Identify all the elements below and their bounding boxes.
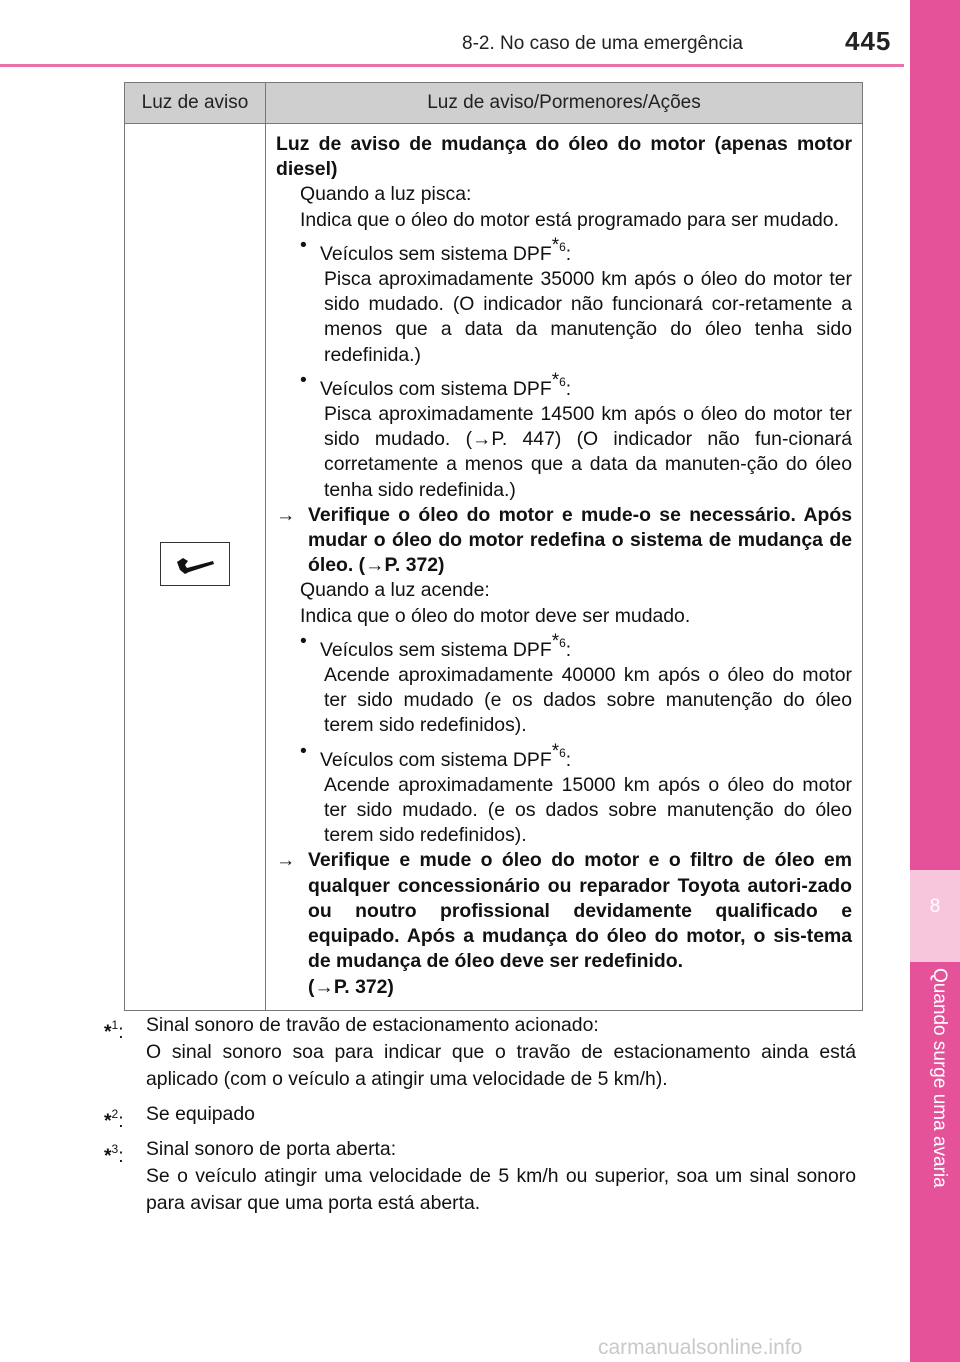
footnote-ref: 6 xyxy=(559,635,566,650)
arrow-glyph: → xyxy=(276,849,296,872)
footnote-star: * xyxy=(104,1110,112,1132)
list-item: • Veículos com sistema DPF$^{*6}$: xyxy=(276,368,852,402)
footnote-star: * xyxy=(104,1145,112,1167)
arrow-glyph: → xyxy=(314,975,334,998)
bullet-text-part: Pisca aproximadamente 14500 km após o óleo do motor ter sido mudado. ( xyxy=(324,403,852,451)
footnote-star: * xyxy=(551,630,560,652)
footnote-star: * xyxy=(551,234,560,256)
action-text: ) xyxy=(438,554,445,577)
warning-details-cell xyxy=(266,124,863,1011)
footnote-item: *$^1$: Sinal sonoro de travão de estacionamento acionado: O sinal sonoro soa para indicar que o travão de estacionamento ainda está aplicado (com o veículo a atingir uma velocidade de 5 km/h). xyxy=(104,1012,856,1093)
list-item: • Veículos com sistema DPF$^{*6}$: xyxy=(276,739,852,773)
footnote-description: O sinal sonoro soa para indicar que o travão de estacionamento ainda está aplicado (com o veículo a atingir uma velocidade de 5 km/h). xyxy=(146,1041,856,1090)
action-text: Verifique e mude o óleo do motor e o filtro de óleo em qualquer concessionário ou reparador Toyota autori-zado ou noutro profissional devidamente qualificado e equipado. Após a mudança do óleo do motor, o sis-tema de mudança de óleo deve ser redefinido. xyxy=(308,849,852,973)
blink-heading: Quando a luz pisca: xyxy=(300,183,472,206)
footnote-ref: 6 xyxy=(559,745,566,760)
footnote-number: 3 xyxy=(111,1142,119,1156)
warning-title: Luz de aviso de mudança do óleo do motor (apenas motor diesel) xyxy=(276,133,852,181)
page-reference: P. 372 xyxy=(384,554,439,577)
page-number: 445 xyxy=(845,26,892,56)
column-header-light: Luz de aviso xyxy=(125,83,266,124)
on-heading: Quando a luz acende: xyxy=(300,579,490,602)
footnote-number: 2 xyxy=(111,1107,119,1121)
table-row xyxy=(125,124,863,1011)
footnote-item: *$^3$: Sinal sonoro de porta aberta: Se o veículo atingir uma velocidade de 5 km/h ou superior, soa um sinal sonoro para avisar que uma porta está aberta. xyxy=(104,1136,856,1217)
chapter-number: 8 xyxy=(929,896,941,917)
arrow-glyph: → xyxy=(365,554,385,577)
watermark: carmanualsonline.info xyxy=(598,1336,803,1359)
footnote-number: 1 xyxy=(111,1018,119,1032)
action-reference: (→P. 372) xyxy=(308,975,394,998)
bullet-label: Veículos sem sistema DPF xyxy=(320,638,552,661)
arrow-glyph: → xyxy=(472,428,492,451)
bullet-text: Acende aproximadamente 40000 km após o óleo do motor ter sido mudado (e os dados sobre manutenção do óleo terem sido redefinidos). xyxy=(324,664,852,737)
column-header-details: Luz de aviso/Pormenores/Ações xyxy=(266,83,863,124)
page-reference: P. 447 xyxy=(491,428,555,451)
on-description: Indica que o óleo do motor deve ser mudado. xyxy=(300,604,691,627)
section-title: 8-2. No caso de uma emergência xyxy=(462,33,743,54)
bullet-text-part: ) (O indicador não fun-cionará corretamente a menos que a data da manuten-ção do óleo tenha sido redefinida.) xyxy=(324,428,852,501)
footnote-title: Se equipado xyxy=(146,1103,255,1125)
warning-light-table xyxy=(124,82,863,1011)
footnote-title: Sinal sonoro de travão de estacionamento acionado: xyxy=(146,1014,599,1036)
list-item: • Veículos sem sistema DPF$^{*6}$: xyxy=(276,629,852,663)
footnote-description: Se o veículo atingir uma velocidade de 5 km/h ou superior, soa um sinal sonoro para avisar que uma porta está aberta. xyxy=(146,1165,856,1214)
bullet-label: Veículos com sistema DPF xyxy=(320,377,552,400)
bullet-label: Veículos sem sistema DPF xyxy=(320,242,552,265)
footnote-ref: 6 xyxy=(559,374,566,389)
wrench-icon xyxy=(160,542,230,586)
bullet-text xyxy=(276,402,852,503)
blink-description: Indica que o óleo do motor está programado para ser mudado. xyxy=(300,208,839,231)
bullet-text: Pisca aproximadamente 35000 km após o óleo do motor ter sido mudado. (O indicador não funcionará cor-retamente a menos que a data da manutenção do óleo tenha sido redefinida.) xyxy=(324,268,852,366)
header-rule xyxy=(0,64,904,67)
table-header-row xyxy=(125,83,863,124)
chapter-title: Quando surge uma avaria xyxy=(929,968,950,1188)
action-text: Verifique o óleo do motor e mude-o se necessário. Após mudar o óleo do motor redefina o sistema de mudança de óleo. ( xyxy=(308,503,852,577)
warning-light-cell xyxy=(125,124,266,1011)
footnote-star: * xyxy=(104,1021,112,1043)
footnote-star: * xyxy=(551,369,560,391)
footnotes xyxy=(104,1012,856,1225)
action-instruction xyxy=(276,848,852,974)
action-instruction xyxy=(276,503,852,579)
footnote-title: Sinal sonoro de porta aberta: xyxy=(146,1138,397,1160)
bullet-text: Acende aproximadamente 15000 km após o óleo do motor ter sido mudado. (e os dados sobre manutenção do óleo terem sido redefinidos). xyxy=(324,773,852,847)
list-item: • Veículos sem sistema DPF$^{*6}$: xyxy=(276,233,852,267)
footnote-item: *$^2$: Se equipado xyxy=(104,1101,856,1128)
footnote-star: * xyxy=(551,740,560,762)
footnote-ref: 6 xyxy=(559,239,566,254)
arrow-glyph: → xyxy=(276,503,296,526)
bullet-label: Veículos com sistema DPF xyxy=(320,748,552,771)
page-reference: P. 372 xyxy=(333,975,388,998)
